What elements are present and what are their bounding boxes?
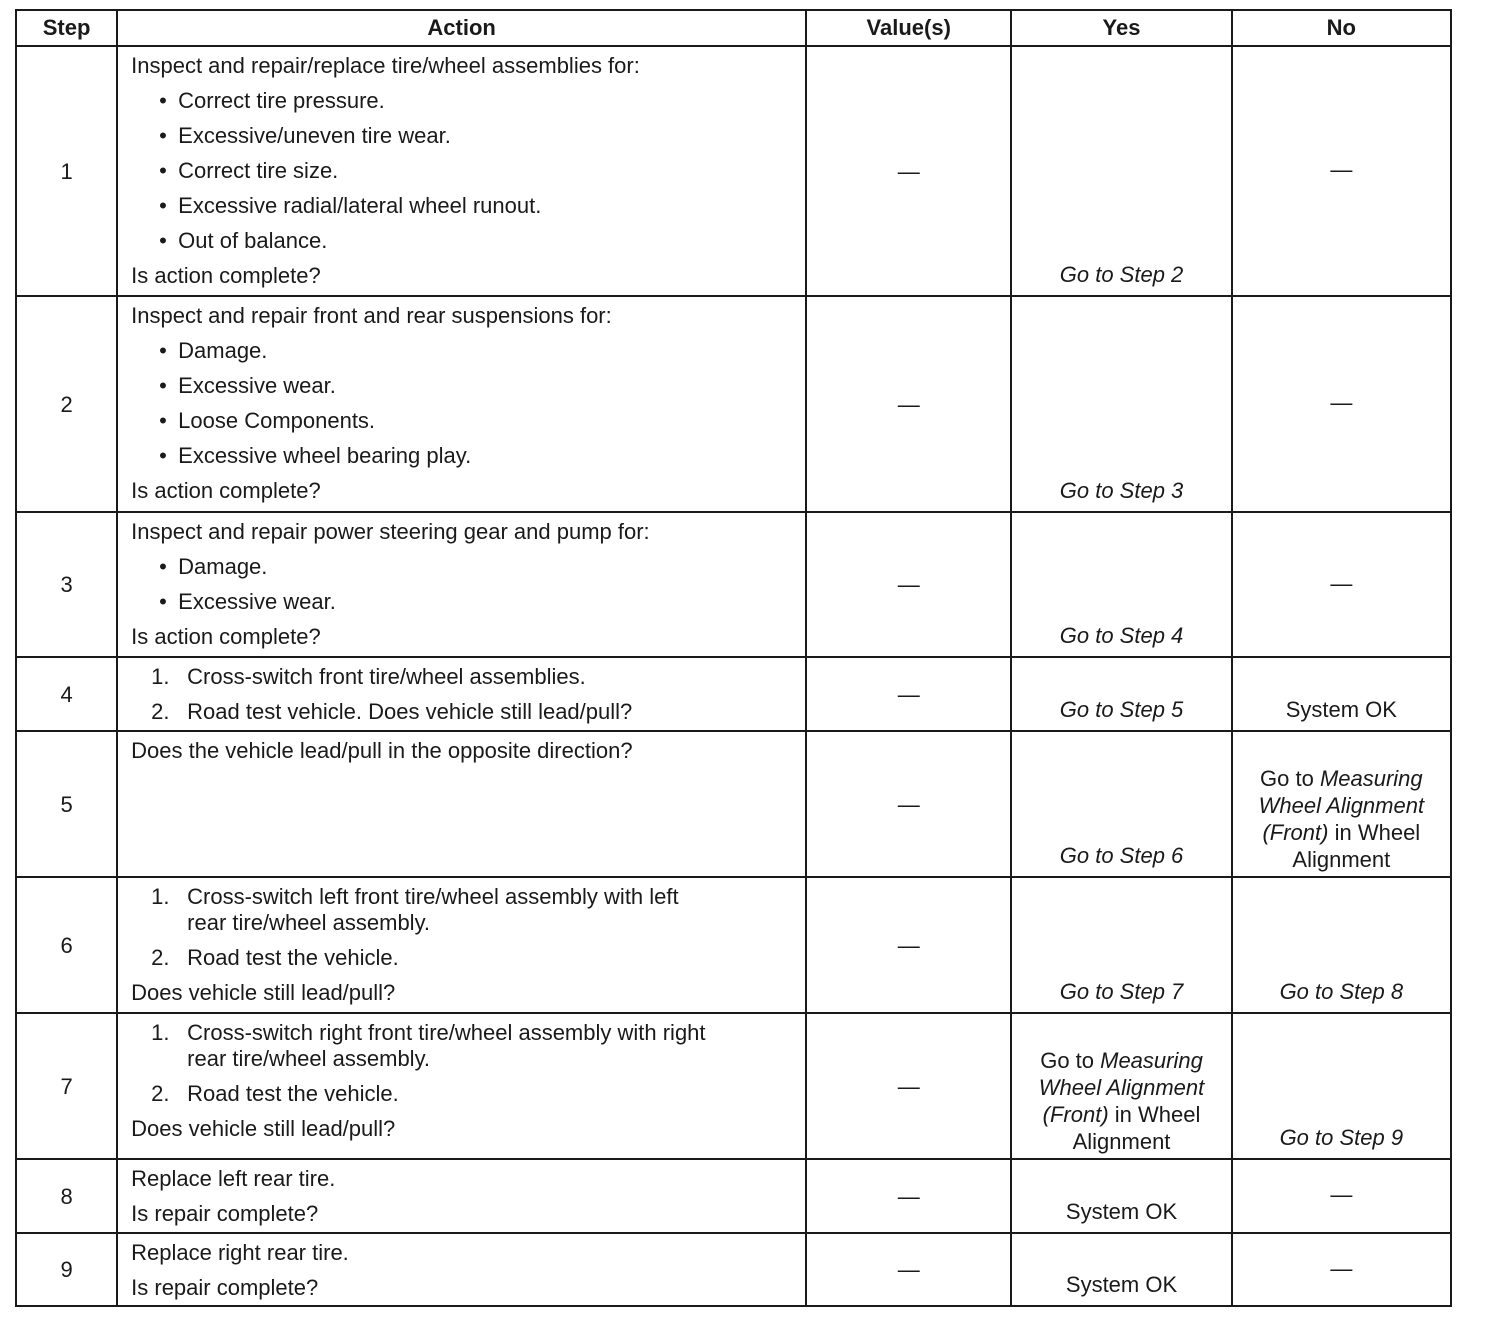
value-cell: — (806, 1233, 1011, 1306)
yes-cell (1011, 1013, 1231, 1159)
yes-cell: Go to Step 2 (1011, 46, 1231, 296)
no-cell: Go to Step 9 (1232, 1013, 1451, 1159)
bullet-item: • Correct tire pressure. (131, 83, 805, 118)
no-reference: Go to Measuring Wheel Alignment (Front) in Wheel Alignment (1258, 766, 1425, 872)
value-cell: — (806, 1013, 1011, 1159)
header-no: No (1232, 10, 1451, 46)
action-cell (117, 1013, 806, 1159)
table-row (16, 731, 1451, 877)
yes-cell: Go to Step 7 (1011, 877, 1231, 1013)
step-number: 5 (16, 731, 117, 877)
action-cell (117, 46, 806, 296)
numbered-item: 2. Road test the vehicle. (151, 945, 399, 970)
action-cell (117, 657, 806, 731)
action-question: Does vehicle still lead/pull? (131, 1116, 396, 1141)
numbered-item: 1. Cross-switch front tire/wheel assemblies. (151, 664, 586, 689)
no-cell: — (1232, 1159, 1451, 1233)
action-cell (117, 1159, 806, 1233)
action-question: Is action complete? (131, 478, 321, 503)
numbered-item: 1. Cross-switch right front tire/wheel assembly with right (151, 1020, 706, 1045)
step-number: 4 (16, 657, 117, 731)
yes-reference: Go to Measuring Wheel Alignment (Front) in Wheel Alignment (1038, 1048, 1205, 1154)
no-cell: — (1232, 1233, 1451, 1306)
action-question: Is repair complete? (131, 1201, 319, 1226)
value-cell: — (806, 46, 1011, 296)
action-intro: Does the vehicle lead/pull in the opposite direction? (131, 738, 633, 763)
action-cell (117, 1233, 806, 1306)
step-number: 7 (16, 1013, 117, 1159)
bullet-item: • Damage. (131, 549, 805, 584)
yes-cell: Go to Step 3 (1011, 296, 1231, 512)
action-intro: Replace right rear tire. (131, 1240, 349, 1265)
header-yes: Yes (1011, 10, 1231, 46)
bullet-item: • Out of balance. (131, 223, 805, 258)
action-question: Is action complete? (131, 263, 321, 288)
step-number: 3 (16, 512, 117, 657)
bullet-item: • Damage. (131, 333, 805, 368)
no-cell: — (1232, 296, 1451, 512)
bullet-item: • Excessive wheel bearing play. (131, 438, 805, 473)
header-row (16, 10, 1451, 46)
bullet-item: • Excessive/uneven tire wear. (131, 118, 805, 153)
table-row (16, 46, 1451, 296)
yes-cell: System OK (1011, 1159, 1231, 1233)
numbered-item: 1. Cross-switch left front tire/wheel assembly with left (151, 884, 679, 909)
numbered-item: 2. Road test the vehicle. (151, 1081, 399, 1106)
no-cell: Go to Step 8 (1232, 877, 1451, 1013)
numbered-item-continuation: rear tire/wheel assembly. (187, 910, 431, 935)
value-cell: — (806, 657, 1011, 731)
table-row (16, 1013, 1451, 1159)
numbered-item: 2. Road test vehicle. Does vehicle still lead/pull? (151, 699, 633, 724)
action-intro: Inspect and repair/replace tire/wheel assemblies for: (131, 53, 640, 78)
header-step: Step (16, 10, 117, 46)
action-intro: Inspect and repair front and rear suspensions for: (131, 303, 612, 328)
yes-cell: Go to Step 6 (1011, 731, 1231, 877)
numbered-item-continuation: rear tire/wheel assembly. (187, 1046, 431, 1071)
diagnostic-table (15, 9, 1452, 1307)
yes-cell: Go to Step 5 (1011, 657, 1231, 731)
action-cell (117, 877, 806, 1013)
reference-link[interactable]: Measuring Wheel Alignment (Front) (1258, 766, 1425, 845)
no-cell: — (1232, 512, 1451, 657)
action-question: Is action complete? (131, 624, 321, 649)
header-values: Value(s) (806, 10, 1011, 46)
value-cell: — (806, 296, 1011, 512)
bullet-item: • Excessive wear. (131, 368, 805, 403)
value-cell: — (806, 731, 1011, 877)
value-cell: — (806, 877, 1011, 1013)
step-number: 2 (16, 296, 117, 512)
table-row (16, 512, 1451, 657)
reference-link[interactable]: Measuring Wheel Alignment (Front) (1038, 1048, 1205, 1127)
no-cell: System OK (1232, 657, 1451, 731)
no-cell: — (1232, 46, 1451, 296)
value-cell: — (806, 1159, 1011, 1233)
action-intro: Inspect and repair power steering gear and pump for: (131, 519, 650, 544)
table-row (16, 296, 1451, 512)
action-cell (117, 512, 806, 657)
table-row (16, 657, 1451, 731)
bullet-item: • Correct tire size. (131, 153, 805, 188)
action-cell (117, 296, 806, 512)
no-cell (1232, 731, 1451, 877)
bullet-item: • Excessive wear. (131, 584, 805, 619)
action-intro: Replace left rear tire. (131, 1166, 336, 1191)
bullet-item: • Loose Components. (131, 403, 805, 438)
yes-cell: System OK (1011, 1233, 1231, 1306)
step-number: 9 (16, 1233, 117, 1306)
action-question: Does vehicle still lead/pull? (131, 980, 396, 1005)
step-number: 8 (16, 1159, 117, 1233)
value-cell: — (806, 512, 1011, 657)
table-row (16, 877, 1451, 1013)
step-number: 6 (16, 877, 117, 1013)
table-row (16, 1233, 1451, 1306)
action-cell (117, 731, 806, 877)
header-action: Action (117, 10, 806, 46)
step-number: 1 (16, 46, 117, 296)
bullet-item: • Excessive radial/lateral wheel runout. (131, 188, 805, 223)
yes-cell: Go to Step 4 (1011, 512, 1231, 657)
table-row (16, 1159, 1451, 1233)
action-question: Is repair complete? (131, 1275, 319, 1300)
